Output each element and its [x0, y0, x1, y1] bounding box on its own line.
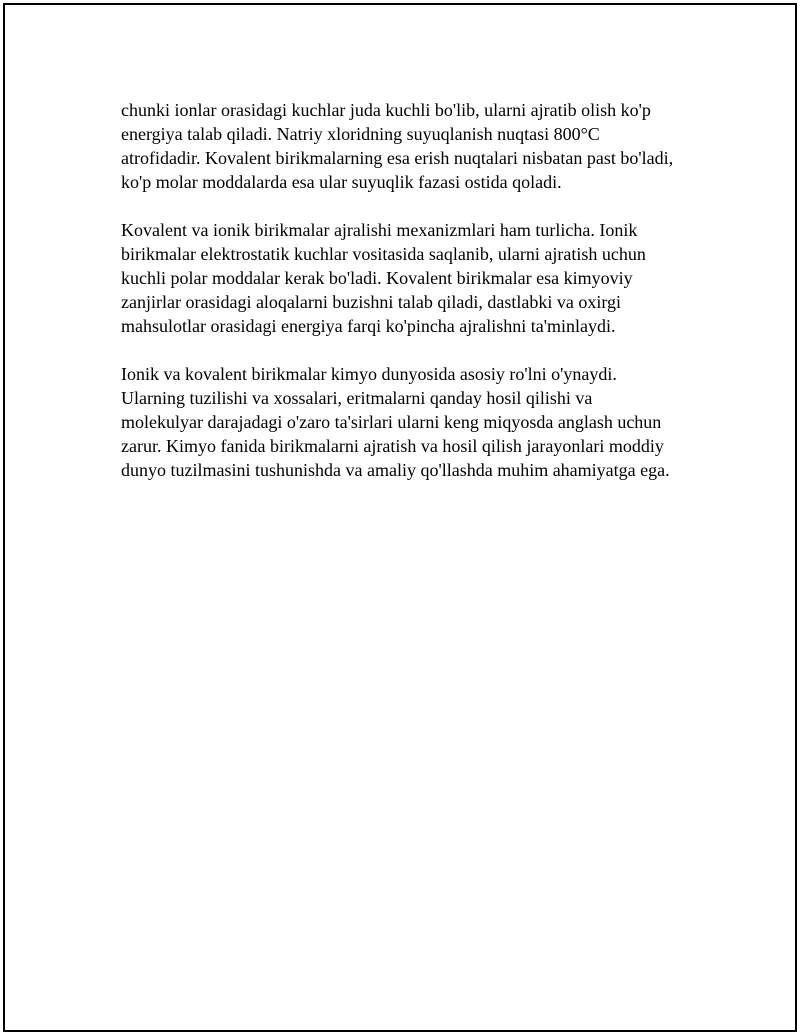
document-body: [121, 98, 701, 506]
text-line: Kovalent va ionik birikmalar ajralishi mexanizmlari ham turlicha. Ionik: [121, 220, 638, 240]
text-line: atrofidadir. Kovalent birikmalarning esa erish nuqtalari nisbatan past bo'ladi,: [121, 148, 674, 168]
text-line: chunki ionlar orasidagi kuchlar juda kuchli bo'lib, ularni ajratib olish ko'p: [121, 100, 651, 120]
text-line: kuchli polar moddalar kerak bo'ladi. Kovalent birikmalar esa kimyoviy: [121, 268, 633, 288]
text-line: zarur. Kimyo fanida birikmalarni ajratish va hosil qilish jarayonlari moddiy: [121, 436, 664, 456]
text-line: dunyo tuzilmasini tushunishda va amaliy qo'llashda muhim ahamiyatga ega.: [121, 460, 670, 480]
text-line: Ularning tuzilishi va xossalari, eritmalarni qanday hosil qilishi va: [121, 388, 593, 408]
text-line: birikmalar elektrostatik kuchlar vositasida saqlanib, ularni ajratish uchun: [121, 244, 646, 264]
text-line: zanjirlar orasidagi aloqalarni buzishni talab qiladi, dastlabki va oxirgi: [121, 292, 622, 312]
paragraph-2: [121, 218, 701, 338]
page-frame: [3, 3, 797, 1032]
text-line: ko'p molar moddalarda esa ular suyuqlik fazasi ostida qoladi.: [121, 172, 562, 192]
text-line: energiya talab qiladi. Natriy xloridning suyuqlanish nuqtasi 800°C: [121, 124, 600, 144]
paragraph-3: [121, 362, 701, 482]
paragraph-1: [121, 98, 701, 194]
text-line: Ionik va kovalent birikmalar kimyo dunyosida asosiy ro'lni o'ynaydi.: [121, 364, 617, 384]
text-line: mahsulotlar orasidagi energiya farqi ko'pincha ajralishni ta'minlaydi.: [121, 316, 616, 336]
text-line: molekulyar darajadagi o'zaro ta'sirlari ularni keng miqyosda anglash uchun: [121, 412, 662, 432]
